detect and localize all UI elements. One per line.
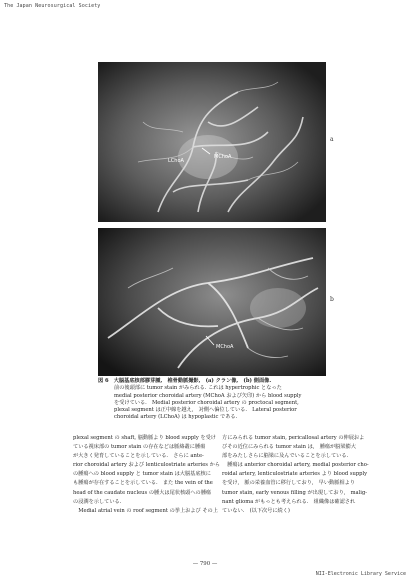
caption-line: choroidal artery (LChoA) は hypoplastic である. [114,414,238,421]
body-line: の腫瘍への blood supply と tumor stain は大脳基底核に [73,471,211,478]
caption-line: を受けている. Medial posterior choroidal artery の proctocal segment, [114,399,299,406]
panel-a-label: a [330,136,334,143]
body-line: 部をみたしさらに脳梁に及んでいることを示している. [222,453,349,460]
xray-image-b [98,228,326,376]
caption-line: medial posterior choroidal artery (MChoA および矢印) から blood supply [114,392,302,399]
annotation-mchoa-a: MChoA [214,154,232,160]
angiogram-panel-a [98,62,326,222]
angiogram-panel-b [98,228,326,376]
caption-line: 図 6 大脳基底核部膠芽腫, 椎骨動脈撮影, (a) クラン像, (b) 側面像. [98,378,272,384]
body-line: nant glioma がもっとも考えられる. 組織像は確認され [222,498,356,505]
journal-header: The Japan Neurosurgical Society [4,3,101,9]
body-column-right [222,434,369,516]
body-line: の浸潤を示している. [73,498,122,505]
annotation-mchoa-b: MChoA [216,344,234,350]
annotation-lchoa: LChoA [168,158,184,164]
body-line: head of the caudate nucleus の腫大は尾状核頭への腫瘍 [73,489,212,496]
body-line: 腫瘍は anterior choroidal artery, medial posterior cho- [222,462,369,469]
body-line: Medial atrial vein の roof segment の挙上および その上 [73,507,218,514]
body-line: ていない. (以下次号に続く) [222,507,290,514]
body-line: ている視床部の tumor stain の存在などは脈絡叢に腫瘍 [73,444,206,451]
panel-b-label: b [330,296,334,303]
xray-image-a [98,62,326,222]
body-line: roidal artery, lenticulostriate arteries より blood supply [222,471,368,478]
figure-caption [98,378,334,422]
body-line: が大きく発育していることを示している. さらに ante- [73,453,204,460]
page-number: — 790 — [192,561,218,567]
body-line: plexal segment の shaft, 脳動脈より blood supply を受け [73,435,216,441]
body-column-left [73,434,220,516]
body-line: を受け, 脈の栄養血管に移行しており, 早い動脈相より [222,480,355,487]
body-line: 方にみられる tumor stain, pericallosal artery の伸展およ [222,435,365,441]
body-line: tumor stain, early venous filling が出現しており, malig- [222,489,368,496]
library-footer: NII-Electronic Library Service [315,571,406,577]
caption-line: 前の後頭部に tumor stain がみられる. これは hypertrophic となった [114,385,282,392]
caption-line: plexal segment は正中線を越え, 対側へ偏位している. Lateral posterior [114,407,297,414]
body-line: rior choroidal artery および lenticulostriate arteries から [73,462,220,469]
body-line: も腫瘍が存在することを示している. また the vein of the [73,480,213,487]
body-line: びその近位にみられる tumor stain は, 腫瘍が脳梁膨大 [222,444,356,451]
